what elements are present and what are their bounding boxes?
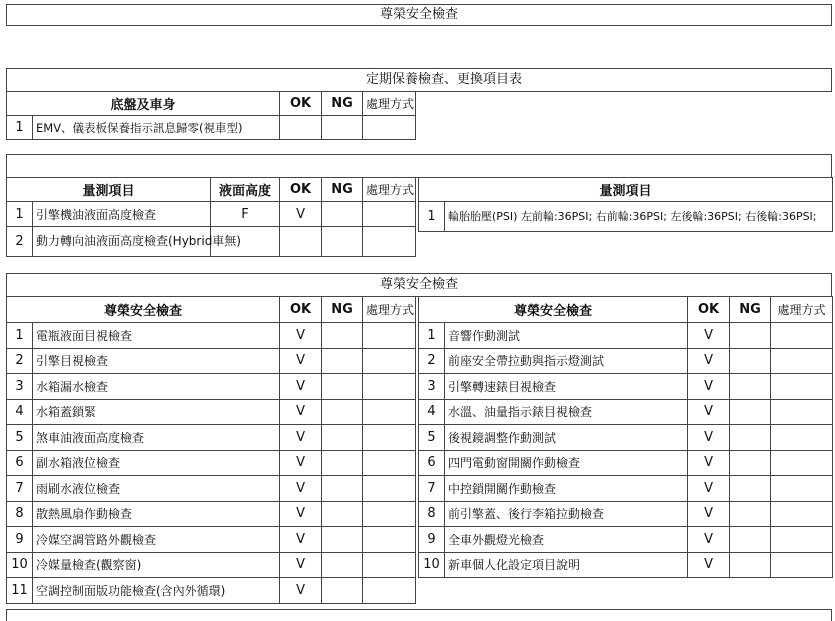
col-header-item: 尊榮安全檢查 [7, 297, 280, 323]
row-action[interactable] [363, 116, 416, 140]
row-ng[interactable] [322, 348, 363, 374]
row-ng[interactable] [730, 425, 771, 451]
row-action[interactable] [771, 323, 833, 349]
row-action[interactable] [771, 399, 833, 425]
row-number: 8 [7, 501, 33, 527]
row-number: 4 [7, 399, 33, 425]
table-row [7, 227, 416, 257]
row-item: 引擎目視檢查 [33, 348, 280, 374]
col-header-action: 處理方式 [363, 92, 416, 116]
row-ng[interactable] [322, 202, 363, 227]
row-action[interactable] [363, 552, 416, 578]
row-ng[interactable] [322, 578, 363, 604]
row-ng[interactable] [730, 527, 771, 553]
row-number: 5 [419, 425, 445, 451]
row-ok[interactable]: V [280, 323, 322, 349]
safety-left-table [6, 296, 416, 604]
row-number: 1 [419, 202, 445, 232]
row-ng[interactable] [730, 323, 771, 349]
col-header-ok: OK [280, 92, 322, 116]
col-header-ok: OK [280, 297, 322, 323]
col-header-ok: OK [280, 178, 322, 202]
row-ok[interactable]: V [688, 450, 730, 476]
row-number: 7 [419, 476, 445, 502]
row-number: 11 [7, 578, 33, 604]
table-row [7, 501, 416, 527]
page-title: 尊榮安全檢查 [6, 4, 832, 26]
measure-section-bar [6, 154, 832, 178]
row-item: 後視鏡調整作動測試 [445, 425, 688, 451]
row-ng[interactable] [322, 323, 363, 349]
table-row [419, 374, 833, 400]
table-row [7, 348, 416, 374]
row-ng[interactable] [322, 425, 363, 451]
row-action[interactable] [363, 323, 416, 349]
row-action[interactable] [363, 501, 416, 527]
row-ng[interactable] [322, 476, 363, 502]
row-ng[interactable] [322, 399, 363, 425]
row-ok[interactable]: V [688, 552, 730, 578]
col-header-action: 處理方式 [363, 297, 416, 323]
row-item: 四門電動窗開關作動檢查 [445, 450, 688, 476]
row-action[interactable] [771, 450, 833, 476]
col-header-action: 處理方式 [363, 178, 416, 202]
row-item: 雨刷水液位檢查 [33, 476, 280, 502]
row-ok[interactable]: V [280, 348, 322, 374]
row-item: 引擎轉速錶目視檢查 [445, 374, 688, 400]
row-number: 1 [7, 323, 33, 349]
row-item: 水箱蓋鎖緊 [33, 399, 280, 425]
maintenance-table [6, 91, 416, 140]
table-row [7, 425, 416, 451]
row-ng[interactable] [322, 552, 363, 578]
table-row [419, 323, 833, 349]
row-action[interactable] [363, 527, 416, 553]
row-ok[interactable]: V [280, 399, 322, 425]
table-row [7, 202, 416, 227]
row-ok[interactable]: V [688, 501, 730, 527]
bottom-section-bar [6, 609, 832, 621]
col-header-measure-item: 量測項目 [419, 178, 833, 202]
col-header-ok: OK [688, 297, 730, 323]
table-row [419, 450, 833, 476]
row-number: 9 [419, 527, 445, 553]
table-row [419, 348, 833, 374]
row-item: 全車外觀燈光檢查 [445, 527, 688, 553]
row-item: 中控鎖開關作動檢查 [445, 476, 688, 502]
row-action[interactable] [363, 399, 416, 425]
row-item: 電瓶液面目視檢查 [33, 323, 280, 349]
row-number: 7 [7, 476, 33, 502]
table-row [7, 374, 416, 400]
row-action[interactable] [363, 450, 416, 476]
maintenance-section-title: 定期保養檢查、更換項目表 [6, 68, 832, 92]
measure-left-table [6, 177, 416, 257]
row-ok[interactable]: V [688, 476, 730, 502]
row-ng[interactable] [730, 399, 771, 425]
row-action[interactable] [771, 501, 833, 527]
row-ok[interactable]: V [688, 348, 730, 374]
row-ng[interactable] [730, 552, 771, 578]
row-action[interactable] [771, 552, 833, 578]
row-item: 水溫、油量指示錶目視檢查 [445, 399, 688, 425]
row-action[interactable] [363, 202, 416, 227]
row-ok[interactable]: V [280, 501, 322, 527]
table-row [419, 476, 833, 502]
row-action[interactable] [363, 578, 416, 604]
row-number: 3 [419, 374, 445, 400]
row-action[interactable] [771, 476, 833, 502]
col-header-measure-item: 量測項目 [7, 178, 211, 202]
col-header-ng: NG [730, 297, 771, 323]
row-number: 2 [419, 348, 445, 374]
row-ok[interactable]: V [280, 578, 322, 604]
table-row [7, 527, 416, 553]
col-header-action: 處理方式 [771, 297, 833, 323]
table-row [419, 552, 833, 578]
row-item: 副水箱液位檢查 [33, 450, 280, 476]
table-row [419, 399, 833, 425]
table-row [7, 399, 416, 425]
row-item: 散熱風扇作動檢查 [33, 501, 280, 527]
row-action[interactable] [363, 476, 416, 502]
row-item: 音響作動測試 [445, 323, 688, 349]
col-header-item: 尊榮安全檢查 [419, 297, 688, 323]
row-number: 10 [419, 552, 445, 578]
row-item: 前引擎蓋、後行李箱拉動檢查 [445, 501, 688, 527]
table-row [419, 202, 833, 232]
col-header-level: 液面高度 [211, 178, 280, 202]
safety-right-table [418, 296, 833, 578]
row-number: 1 [419, 323, 445, 349]
row-item: 空調控制面版功能檢查(含內外循環) [33, 578, 280, 604]
row-number: 9 [7, 527, 33, 553]
row-ok[interactable]: V [280, 202, 322, 227]
row-ng[interactable] [730, 374, 771, 400]
row-ok[interactable]: V [280, 374, 322, 400]
row-number: 1 [7, 116, 33, 140]
table-row [419, 527, 833, 553]
row-ng[interactable] [730, 501, 771, 527]
row-item: 引擎機油液面高度檢查 [33, 202, 211, 227]
row-number: 3 [7, 374, 33, 400]
row-action[interactable] [771, 374, 833, 400]
row-item: 動力轉向油液面高度檢查(Hybrid車無) [33, 227, 211, 257]
row-item: 冷媒空調管路外觀檢查 [33, 527, 280, 553]
table-row [419, 425, 833, 451]
row-action[interactable] [363, 374, 416, 400]
row-ng[interactable] [730, 348, 771, 374]
row-number: 10 [7, 552, 33, 578]
row-ok[interactable]: V [688, 323, 730, 349]
row-item: 輪胎胎壓(PSI) 左前輪:36PSI; 右前輪:36PSI; 左後輪:36PSI; 右後輪:36PSI; [445, 202, 833, 232]
row-action[interactable] [363, 227, 416, 257]
col-header-ng: NG [322, 92, 363, 116]
row-ng[interactable] [322, 501, 363, 527]
row-ng[interactable] [322, 116, 363, 140]
table-row [7, 450, 416, 476]
table-row [7, 552, 416, 578]
row-item: 冷媒量檢查(觀察窗) [33, 552, 280, 578]
row-number: 2 [7, 348, 33, 374]
row-item: EMV、儀表板保養指示訊息歸零(視車型) [33, 116, 280, 140]
row-item: 前座安全帶拉動與指示燈測試 [445, 348, 688, 374]
row-number: 6 [7, 450, 33, 476]
row-action[interactable] [771, 348, 833, 374]
row-number: 2 [7, 227, 33, 257]
row-action[interactable] [771, 425, 833, 451]
row-ok[interactable]: V [688, 527, 730, 553]
row-ng[interactable] [322, 374, 363, 400]
row-ok[interactable]: V [280, 552, 322, 578]
col-header-ng: NG [322, 297, 363, 323]
row-number: 6 [419, 450, 445, 476]
row-number: 4 [419, 399, 445, 425]
safety-section-title: 尊榮安全檢查 [6, 273, 832, 297]
row-action[interactable] [363, 425, 416, 451]
row-ok[interactable]: V [280, 450, 322, 476]
row-ok[interactable] [280, 116, 322, 140]
table-row [7, 578, 416, 604]
col-header-ng: NG [322, 178, 363, 202]
row-ok[interactable]: V [688, 399, 730, 425]
table-row [419, 501, 833, 527]
row-number: 1 [7, 202, 33, 227]
row-number: 8 [419, 501, 445, 527]
table-row [7, 116, 416, 140]
row-ok[interactable]: V [280, 425, 322, 451]
row-ng[interactable] [730, 450, 771, 476]
table-row [7, 323, 416, 349]
col-header-item: 底盤及車身 [7, 92, 280, 116]
row-item: 水箱漏水檢查 [33, 374, 280, 400]
row-ng[interactable] [322, 527, 363, 553]
measure-right-table [418, 177, 833, 232]
table-row [7, 476, 416, 502]
row-level[interactable]: F [211, 202, 280, 227]
row-ok[interactable]: V [688, 374, 730, 400]
row-ng[interactable] [322, 227, 363, 257]
row-item: 煞車油液面高度檢查 [33, 425, 280, 451]
row-ok[interactable]: V [280, 476, 322, 502]
row-action[interactable] [363, 348, 416, 374]
row-ng[interactable] [322, 450, 363, 476]
row-ok[interactable]: V [688, 425, 730, 451]
row-ok[interactable] [280, 227, 322, 257]
row-number: 5 [7, 425, 33, 451]
row-ok[interactable]: V [280, 527, 322, 553]
row-ng[interactable] [730, 476, 771, 502]
row-action[interactable] [771, 527, 833, 553]
row-item: 新車個人化設定項目說明 [445, 552, 688, 578]
